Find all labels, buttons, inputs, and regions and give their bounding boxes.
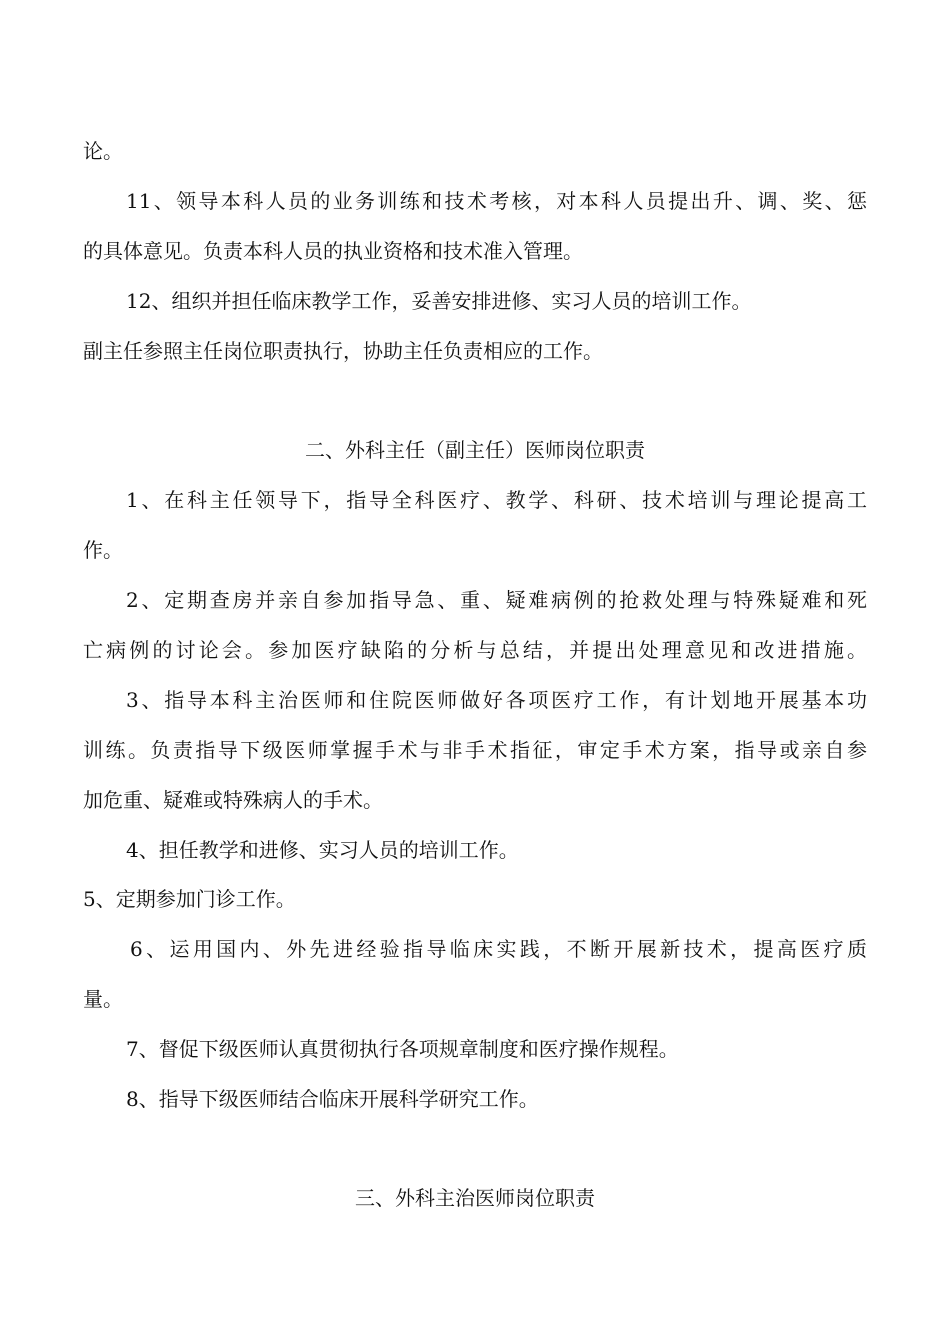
section-heading: 二、外科主任（副主任）医师岗位职责: [305, 438, 645, 462]
text-line: 6、运用国内、外先进经验指导临床实践，不断开展新技术，提高医疗质: [130, 937, 867, 961]
text-line: 3、指导本科主治医师和住院医师做好各项医疗工作，有计划地开展基本功: [126, 688, 867, 712]
text-line: 训练。负责指导下级医师掌握手术与非手术指征，审定手术方案，指导或亲自参: [83, 738, 867, 762]
text-line: 11、领导本科人员的业务训练和技术考核，对本科人员提出升、调、奖、惩: [126, 189, 867, 213]
text-line: 4、担任教学和进修、实习人员的培训工作。: [126, 838, 519, 862]
text-line: 8、指导下级医师结合临床开展科学研究工作。: [126, 1087, 539, 1111]
text-line: 1、在科主任领导下，指导全科医疗、教学、科研、技术培训与理论提高工: [126, 488, 867, 512]
section-heading: 三、外科主治医师岗位职责: [355, 1186, 595, 1210]
text-line: 论。: [83, 139, 123, 163]
text-line: 亡病例的讨论会。参加医疗缺陷的分析与总结，并提出处理意见和改进措施。: [83, 638, 867, 662]
text-line: 作。: [83, 538, 123, 562]
text-line: 12、组织并担任临床教学工作，妥善安排进修、实习人员的培训工作。: [126, 289, 752, 313]
text-line: 5、定期参加门诊工作。: [83, 887, 296, 911]
text-line: 加危重、疑难或特殊病人的手术。: [83, 788, 383, 812]
text-line: 2、定期查房并亲自参加指导急、重、疑难病例的抢救处理与特殊疑难和死: [126, 588, 867, 612]
text-line: 的具体意见。负责本科人员的执业资格和技术准入管理。: [83, 239, 583, 263]
text-line: 量。: [83, 987, 123, 1011]
text-line: 7、督促下级医师认真贯彻执行各项规章制度和医疗操作规程。: [126, 1037, 679, 1061]
text-line: 副主任参照主任岗位职责执行，协助主任负责相应的工作。: [83, 339, 603, 363]
